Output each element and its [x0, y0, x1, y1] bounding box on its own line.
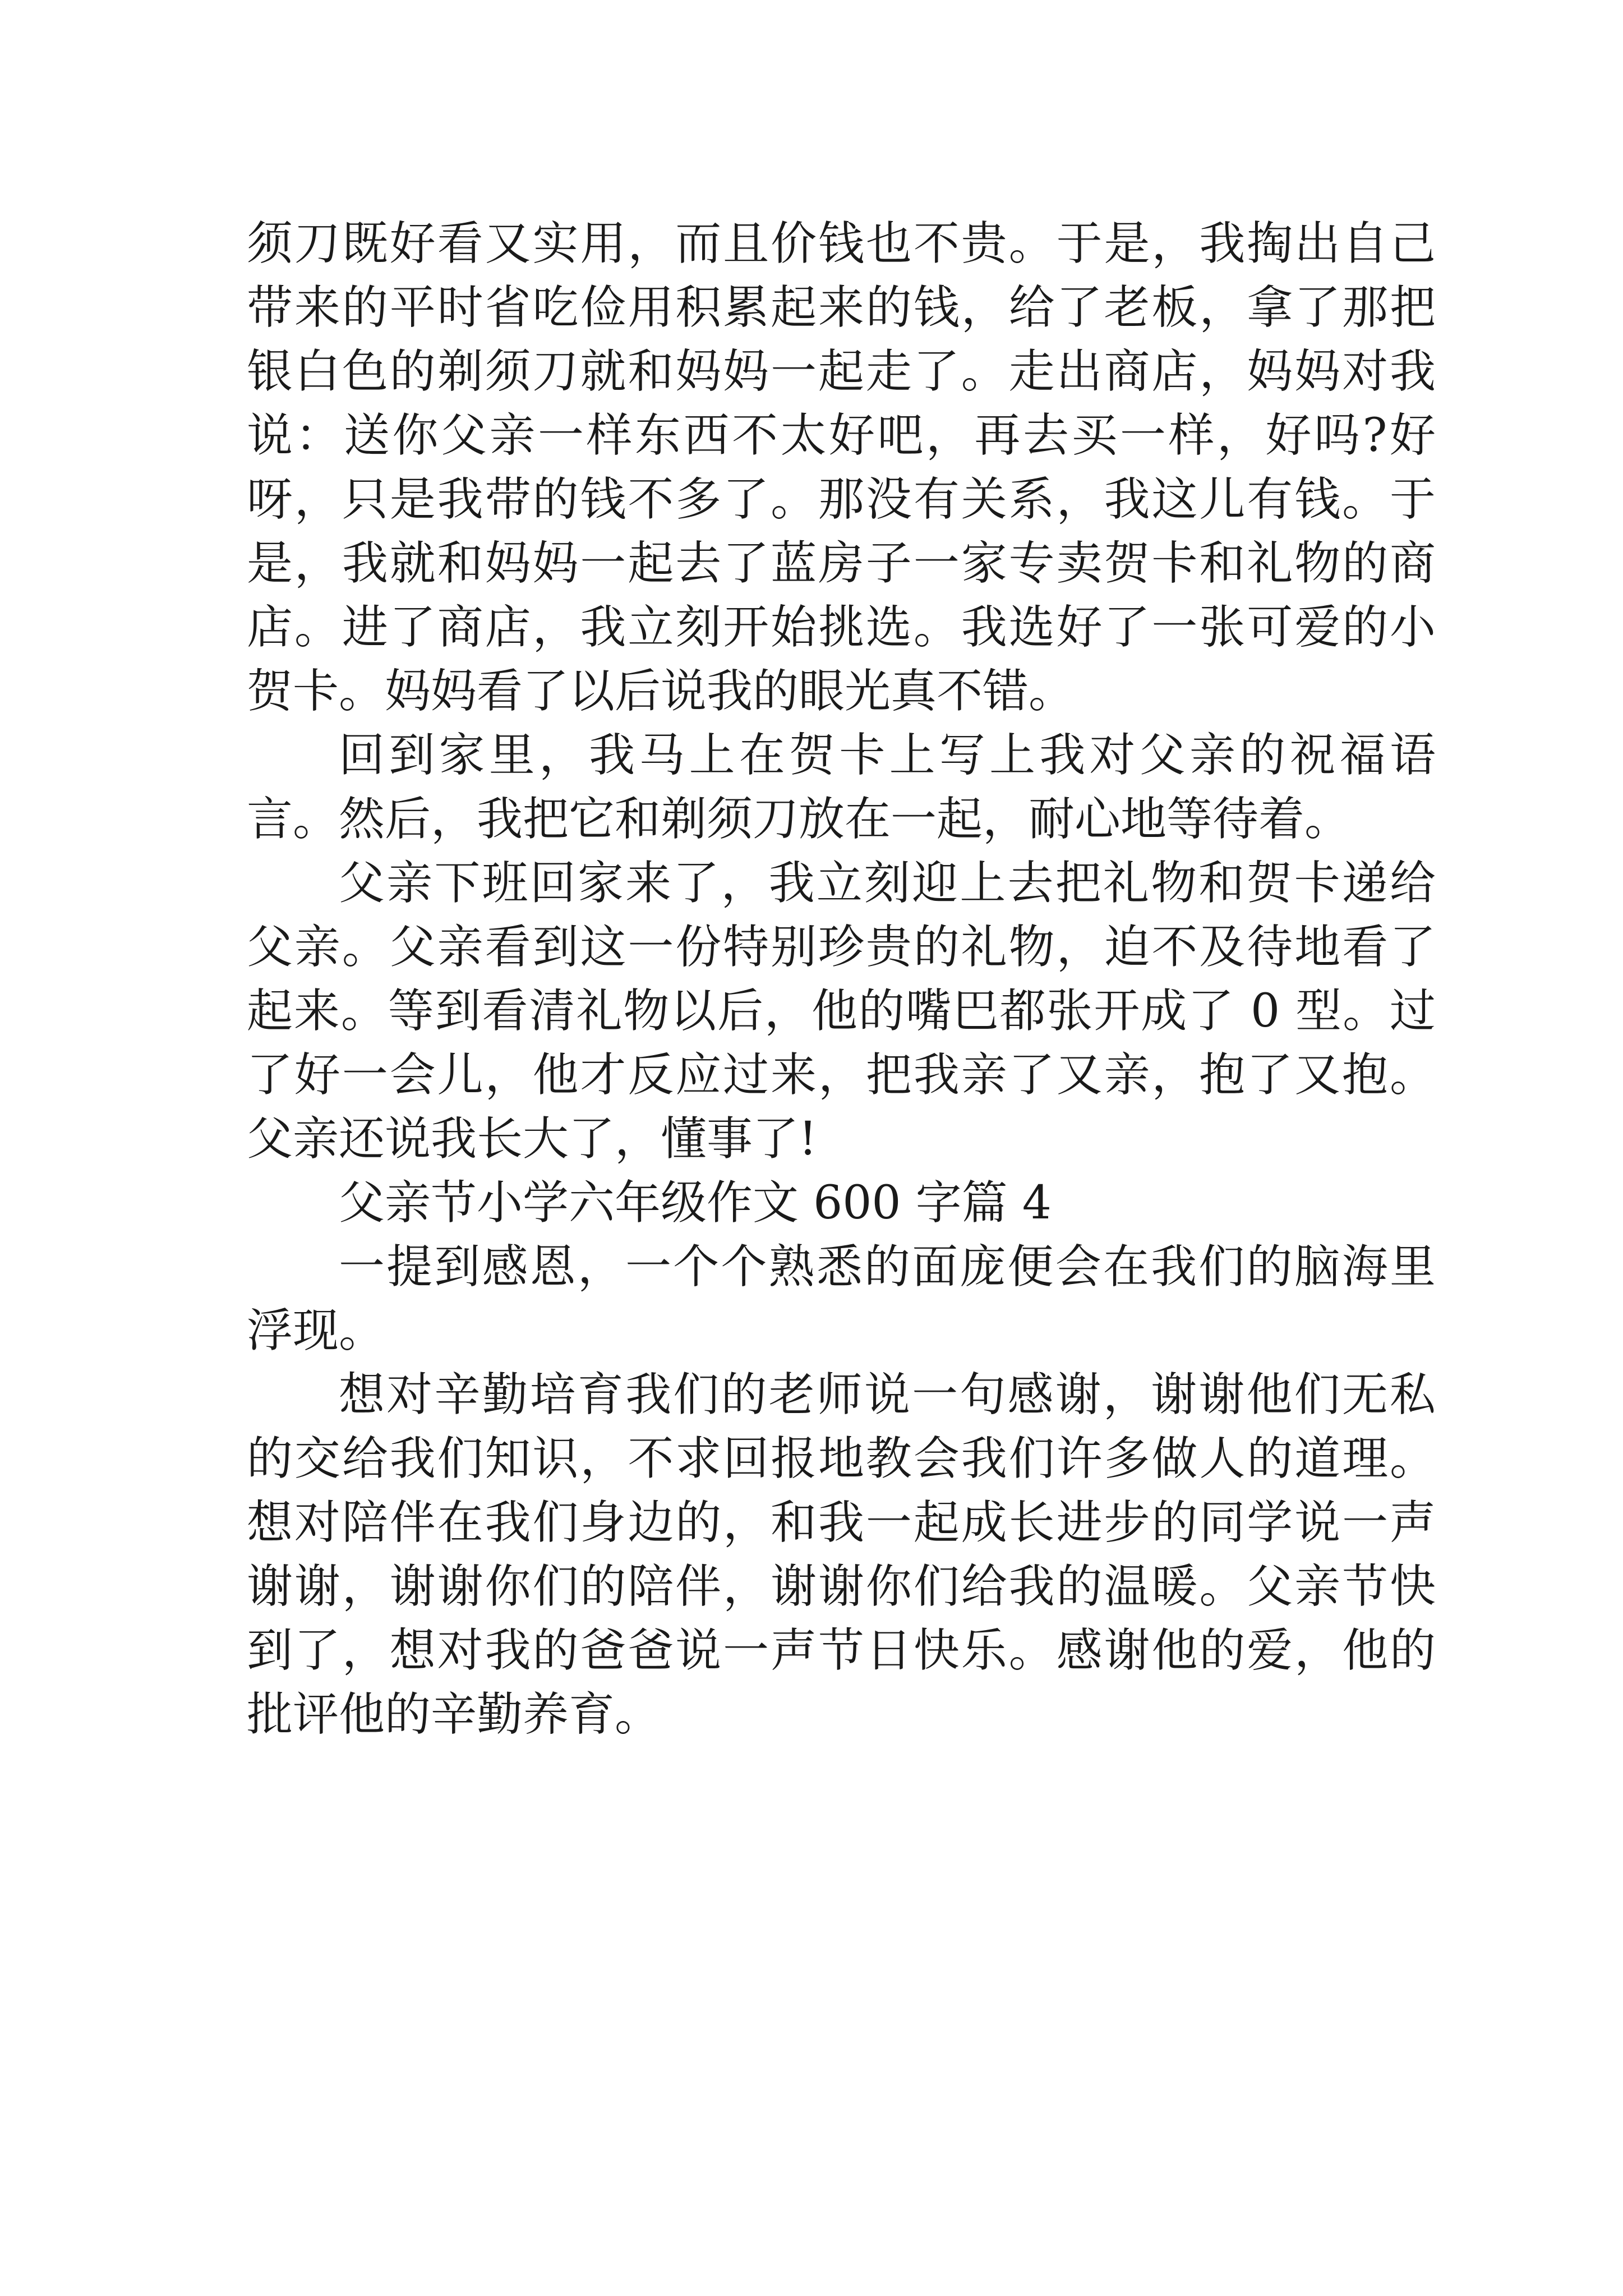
section-heading: 父亲节小学六年级作文 600 字篇 4	[339, 1176, 1052, 1230]
paragraph-5: 想对辛勤培育我们的老师说一句感谢，谢谢他们无私的交给我们知识，不求回报地教会我们许多做人的道理。想对陪伴在我们身边的，和我一起成长进步的同学说一声谢谢，谢谢你们的陪伴，谢谢你们给我的温暖。父亲节快到了，想对我的爸爸说一声节日快乐。感谢他的爱，他的批评他的辛勤养育。	[247, 1368, 1436, 1741]
document-body	[247, 212, 1436, 1747]
paragraph-4: 一提到感恩，一个个熟悉的面庞便会在我们的脑海里浮现。	[247, 1240, 1436, 1358]
paragraph-3: 父亲下班回家来了，我立刻迎上去把礼物和贺卡递给父亲。父亲看到这一份特别珍贵的礼物，迫不及待地看了起来。等到看清礼物以后，他的嘴巴都张开成了 0 型。过了好一会儿，他才反应过来，把我亲了又亲，抱了又抱。父亲还说我长大了，懂事了!	[247, 857, 1436, 1166]
paragraph-2: 回到家里，我马上在贺卡上写上我对父亲的祝福语言。然后，我把它和剃须刀放在一起，耐心地等待着。	[247, 729, 1436, 846]
paragraph-1: 须刀既好看又实用，而且价钱也不贵。于是，我掏出自己带来的平时省吃俭用积累起来的钱，给了老板，拿了那把银白色的剃须刀就和妈妈一起走了。走出商店，妈妈对我说：送你父亲一样东西不太好吧，再去买一样，好吗?好呀，只是我带的钱不多了。那没有关系，我这儿有钱。于是，我就和妈妈一起去了蓝房子一家专卖贺卡和礼物的商店。进了商店，我立刻开始挑选。我选好了一张可爱的小贺卡。妈妈看了以后说我的眼光真不错。	[247, 217, 1436, 718]
